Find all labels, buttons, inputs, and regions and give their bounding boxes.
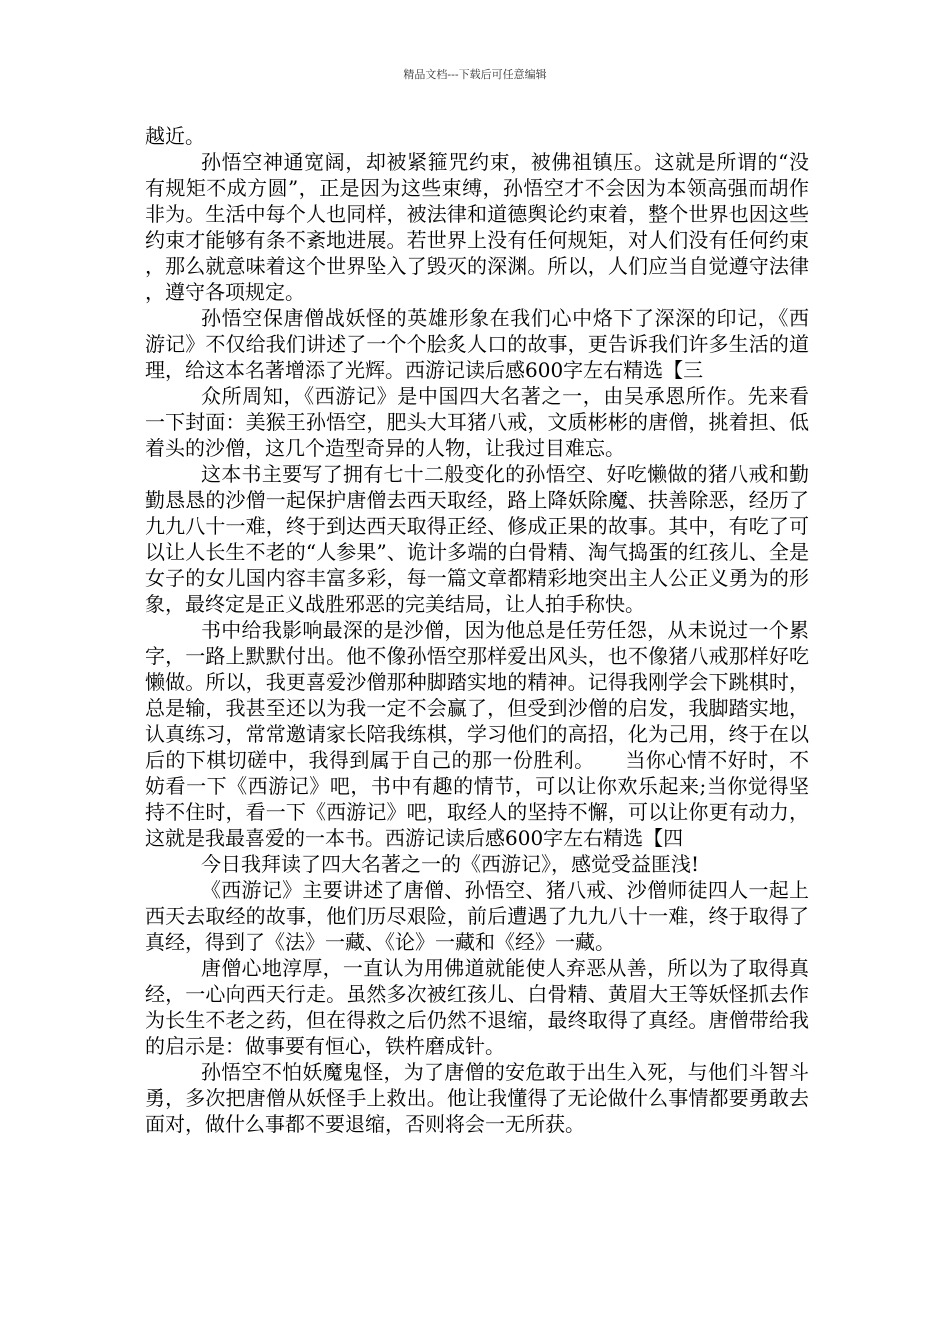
document-body [145,123,809,1137]
paragraph-6: 书中给我影响最深的是沙僧，因为他总是任劳任怨，从未说过一个累字，一路上默默付出。他不像孙悟空那样爱出风头，也不像猪八戒那样好吃懒做。所以，我更喜爱沙僧那种脚踏实地的精神。记得我刚学会下跳棋时，总是输，我甚至还以为我一定不会赢了，但受到沙僧的启发，我脚踏实地，认真练习，常常邀请家长陪我练棋，学习他们的高招，化为己用，终于在以后的下棋切磋中，我得到属于自己的那一份胜利。 当你心情不好时，不妨看一下《西游记》吧，书中有趣的情节，可以让你欢乐起来;当你觉得坚持不住时，看一下《西游记》吧，取经人的坚持不懈，可以让你更有动力，这就是我最喜爱的一本书。西游记读后感600字左右精选【四 [145,618,809,850]
paragraph-9: 唐僧心地淳厚，一直认为用佛道就能使人弃恶从善，所以为了取得真经，一心向西天行走。虽然多次被红孩儿、白骨精、黄眉大王等妖怪抓去作为长生不老之药，但在得救之后仍然不退缩，最终取得了真经。唐僧带给我的启示是：做事要有恒心，铁杵磨成针。 [145,956,809,1058]
paragraph-2: 孙悟空神通宽阔，却被紧箍咒约束，被佛祖镇压。这就是所谓的“没有规矩不成方圆”，正是因为这些束缚，孙悟空才不会因为本领高强而胡作非为。生活中每个人也同样，被法律和道德舆论约束着，整个世界也因这些约束才能够有条不紊地进展。若世界上没有任何规矩，对人们没有任何约束，那么就意味着这个世界坠入了毁灭的深渊。所以，人们应当自觉遵守法律，遵守各项规定。 [145,150,809,304]
paragraph-8: 《西游记》主要讲述了唐僧、孙悟空、猪八戒、沙僧师徒四人一起上西天去取经的故事，他们历尽艰险，前后遭遇了九九八十一难，终于取得了真经，得到了《法》一藏、《论》一藏和《经》一藏。 [145,878,809,954]
paragraph-1: 越近。 [145,124,205,148]
paragraph-10: 孙悟空不怕妖魔鬼怪，为了唐僧的安危敢于出生入死，与他们斗智斗勇，多次把唐僧从妖怪手上救出。他让我懂得了无论做什么事情都要勇敢去面对，做什么事都不要退缩，否则将会一无所获。 [145,1060,809,1136]
paragraph-4: 众所周知，《西游记》是中国四大名著之一，由吴承恩所作。先来看一下封面：美猴王孙悟空，肥头大耳猪八戒，文质彬彬的唐僧，挑着担、低着头的沙僧，这几个造型奇异的人物，让我过目难忘。 [145,384,809,460]
paragraph-5: 这本书主要写了拥有七十二般变化的孙悟空、好吃懒做的猪八戒和勤勤恳恳的沙僧一起保护唐僧去西天取经，路上降妖除魔、扶善除恶，经历了九九八十一难，终于到达西天取得正经、修成正果的故事。其中，有吃了可以让人长生不老的“人参果”、诡计多端的白骨精、淘气捣蛋的红孩儿、全是女子的女儿国内容丰富多彩，每一篇文章都精彩地突出主人公正义勇为的形象，最终定是正义战胜邪恶的完美结局，让人拍手称快。 [145,462,809,616]
paragraph-7: 今日我拜读了四大名著之一的《西游记》，感觉受益匪浅! [201,852,700,876]
page-header: 精品文档---下载后可任意编辑 [403,68,547,81]
paragraph-3: 孙悟空保唐僧战妖怪的英雄形象在我们心中烙下了深深的印记，《西游记》不仅给我们讲述了一个个脍炙人口的故事，更告诉我们许多生活的道理，给这本名著增添了光辉。西游记读后感600字左右精选【三 [145,306,809,382]
